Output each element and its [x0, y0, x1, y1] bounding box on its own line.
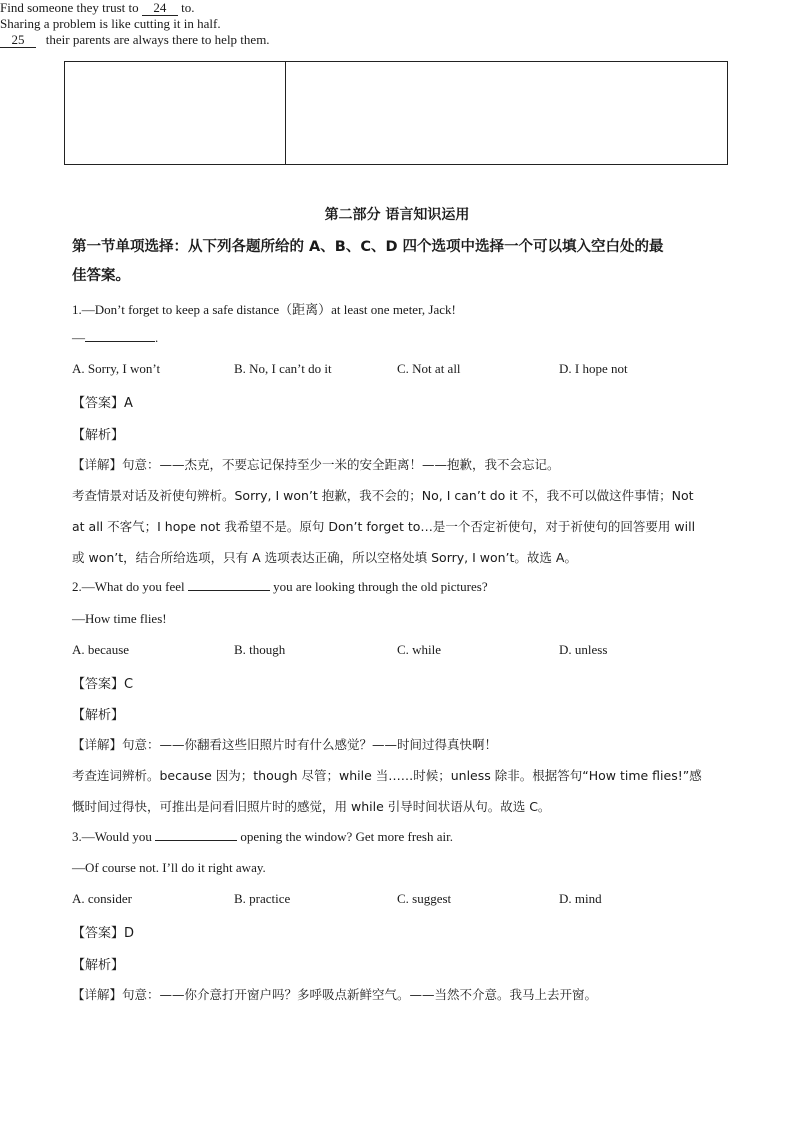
answer-blank [188, 589, 270, 591]
question-1-reply: — . [72, 330, 159, 345]
q2-detail-3: 慨时间过得快，可推出是问看旧照片时的感觉，用 while 引导时间状语从句。故选 C。 [72, 799, 551, 814]
q2-detail-1: 【详解】句意：——你翻看这些旧照片时有什么感觉？——时间过得真快啊！ [72, 737, 498, 752]
question-1-stem: 1.—Don’t forget to keep a safe distance（距离）at least one meter, Jack! [72, 302, 456, 317]
q1-detail-2: 考查情景对话及祈使句辨析。Sorry, I won’t 抱歉，我不会的；No, I can’t do it 不，我不可以做这件事情；Not [72, 488, 694, 503]
q1-option-c: C. Not at all [397, 361, 461, 376]
table-left-cell [65, 62, 286, 164]
q2-answer: 【答案】C [72, 677, 134, 692]
q1-detail-3: at all 不客气；I hope not 我希望不是。原句 Don’t forget to…是一个否定祈使句，对于祈使句的回答要用 will [72, 519, 696, 534]
q3-option-d: D. mind [559, 891, 602, 906]
blank-24: 24 [142, 1, 178, 16]
answer-blank [85, 340, 155, 342]
instruction-line-1: 第一节单项选择：从下列各题所给的 A、B、C、D 四个选项中选择一个可以填入空白处的最 [72, 239, 664, 255]
question-3-stem: 3.—Would you opening the window? Get more fresh air. [72, 829, 453, 844]
q1-option-a: A. Sorry, I won’t [72, 361, 161, 376]
answer-blank [155, 839, 237, 841]
question-2-reply: —How time flies! [72, 611, 167, 626]
passage-table [64, 61, 728, 165]
q1-detail-4: 或 won’t，结合所给选项，只有 A 选项表达正确，所以空格处填 Sorry, I won’t。故选 A。 [72, 550, 577, 565]
q2-analysis-label: 【解析】 [72, 708, 125, 723]
question-3-reply: —Of course not. I’ll do it right away. [72, 860, 266, 875]
q2-option-a: A. because [72, 642, 130, 657]
blank-25: 25 [0, 33, 36, 48]
q1-detail-1: 【详解】句意：——杰克，不要忘记保持至少一米的安全距离！——抱歉，我不会忘记。 [72, 457, 560, 472]
q2-option-c: C. while [397, 642, 442, 657]
q3-detail-1: 【详解】句意：——你介意打开窗户吗？多呼吸点新鲜空气。——当然不介意。我马上去开窗。 [72, 987, 598, 1002]
q2-option-d: D. unless [559, 642, 608, 657]
q3-option-c: C. suggest [397, 891, 452, 906]
table-line-1: Find someone they trust to 24 to. [0, 0, 195, 15]
q3-answer: 【答案】D [72, 926, 135, 941]
q3-analysis-label: 【解析】 [72, 958, 125, 973]
q1-option-b: B. No, I can’t do it [234, 361, 332, 376]
q3-option-a: A. consider [72, 891, 132, 906]
q2-detail-2: 考查连词辨析。because 因为；though 尽管；while 当……时候；unless 除非。根据答句“How time flies!”感 [72, 768, 702, 783]
q2-option-b: B. though [234, 642, 286, 657]
q3-option-b: B. practice [234, 891, 291, 906]
instruction-line-2: 佳答案。 [72, 268, 130, 284]
table-line-2: Sharing a problem is like cutting it in half. [0, 16, 221, 31]
table-line-3: 25 their parents are always there to help them. [0, 32, 794, 48]
q1-option-d: D. I hope not [559, 361, 628, 376]
table-right-cell [286, 62, 727, 164]
q1-answer: 【答案】A [72, 396, 133, 411]
section-title: 第二部分 语言知识运用 [324, 207, 470, 223]
q1-analysis-label: 【解析】 [72, 428, 125, 443]
question-2-stem: 2.—What do you feel you are looking through the old pictures? [72, 579, 488, 594]
